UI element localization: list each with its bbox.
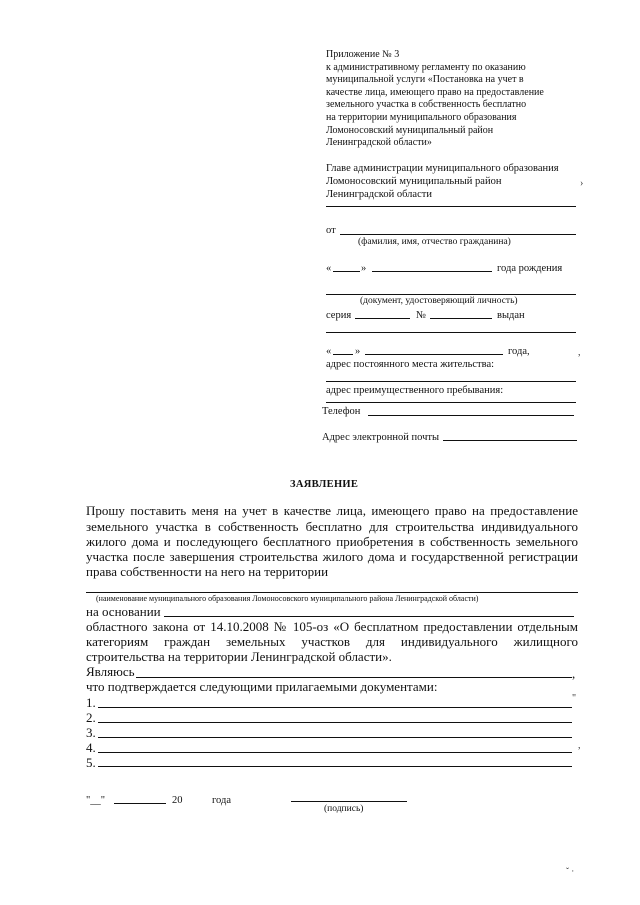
birth-day-field[interactable]	[333, 271, 360, 272]
doc-number: 5.	[86, 755, 96, 770]
basis-label: на основании	[86, 604, 161, 619]
para-line: Прошу поставить меня на учет в качестве лица, имеющего право на предоставление	[86, 503, 578, 518]
email-label: Адрес электронной почты	[322, 432, 440, 443]
doc-field-3[interactable]	[98, 737, 572, 738]
doc-number: 3.	[86, 725, 96, 740]
fio-caption: (фамилия, имя, отчество гражданина)	[358, 237, 511, 247]
issued-label: выдан	[497, 310, 525, 321]
issue-month-field[interactable]	[365, 354, 503, 355]
stay-field[interactable]	[326, 402, 576, 403]
doc-field-5[interactable]	[98, 766, 572, 767]
residence-label: адрес постоянного места жительства:	[326, 359, 495, 370]
addressee-line: Ленинградской области	[326, 189, 432, 200]
scan-mark: ,	[578, 740, 581, 751]
appendix-block	[326, 49, 544, 150]
confirmed-label: что подтверждается следующими прилагаемыми документами:	[86, 679, 438, 694]
fio-field[interactable]	[340, 234, 576, 235]
number-field[interactable]	[430, 318, 492, 319]
law-line: категориям граждан земельных участков для индивидуального жилищного	[86, 634, 578, 649]
birth-quote-close: »	[361, 263, 367, 274]
territory-field[interactable]	[86, 592, 578, 593]
document-caption: (документ, удостоверяющий личность)	[360, 296, 518, 306]
appendix-line: земельного участка в собственность бесплатно	[326, 99, 527, 111]
number-label: №	[416, 310, 427, 321]
appendix-line: Ленинградской области»	[326, 137, 432, 149]
sign-year-word: года	[212, 795, 231, 806]
addressee-line: Главе администрации муниципального образования	[326, 163, 559, 174]
appendix-line: к административному регламенту по оказанию	[326, 61, 526, 73]
signature-caption: (подпись)	[324, 804, 364, 814]
appendix-line: Ломоносовский муниципальный район	[326, 124, 494, 136]
from-label: от	[326, 225, 336, 236]
birth-quote-open: «	[326, 263, 332, 274]
scan-mark: ,	[578, 347, 581, 358]
appendix-line: качестве лица, имеющего право на предоставление	[326, 86, 544, 98]
territory-caption: (наименование муниципального образования Ломоносовского муниципального района Ленинградской области)	[96, 594, 479, 603]
sign-month-field[interactable]	[114, 803, 166, 804]
document-title: ЗАЯВЛЕНИЕ	[290, 479, 359, 490]
sign-day: "__"	[86, 795, 106, 806]
scan-mark: ›	[580, 178, 584, 189]
doc-field-1[interactable]	[98, 707, 572, 708]
being-field[interactable]	[136, 677, 572, 678]
issue-year-label: года,	[508, 346, 530, 357]
para-line: участка после завершения строительства жилого дома и государственной регистрации	[86, 549, 578, 564]
document-field[interactable]	[326, 294, 576, 295]
law-line: строительства на территории Ленинградской области».	[86, 649, 392, 664]
birth-year-label: года рождения	[497, 263, 563, 274]
issue-day-field[interactable]	[333, 354, 353, 355]
addressee-blank-line[interactable]	[326, 206, 576, 207]
email-field[interactable]	[443, 440, 577, 441]
para-line: права собственности на него на территории	[86, 564, 329, 579]
series-field[interactable]	[355, 318, 410, 319]
series-label: серия	[326, 310, 352, 321]
addressee-block	[326, 162, 559, 201]
appendix-line: Приложение № 3	[326, 49, 400, 60]
doc-number: 2.	[86, 710, 96, 725]
law-line: областного закона от 14.10.2008 № 105-оз «О бесплатном предоставлении отдельным	[86, 619, 578, 634]
signature-field[interactable]	[291, 801, 407, 802]
sign-century: 20	[172, 795, 183, 806]
addressee-line: Ломоносовский муниципальный район	[326, 176, 502, 187]
scan-mark: "	[572, 693, 577, 704]
being-label: Являюсь	[86, 664, 135, 679]
stay-label: адрес преимущественного пребывания:	[326, 385, 504, 396]
phone-field[interactable]	[368, 415, 574, 416]
issue-quote-close: »	[355, 346, 361, 357]
residence-field[interactable]	[326, 381, 576, 382]
doc-field-2[interactable]	[98, 722, 572, 723]
birth-month-field[interactable]	[372, 271, 492, 272]
basis-field[interactable]	[164, 616, 574, 617]
para-line: земельного участка в собственность бесплатно для строительства индивидуального	[86, 519, 578, 534]
scan-mark: ˇ ·	[566, 866, 575, 876]
doc-number: 4.	[86, 740, 96, 755]
appendix-line: муниципальной услуги «Постановка на учет в	[326, 74, 524, 86]
para-line: жилого дома и последующего бесплатного приобретения в собственность земельного	[86, 534, 578, 549]
issue-quote-open: «	[326, 346, 332, 357]
issued-field-1[interactable]	[326, 332, 576, 333]
being-comma: ,	[572, 666, 576, 681]
doc-number: 1.	[86, 695, 96, 710]
doc-field-4[interactable]	[98, 752, 572, 753]
appendix-line: на территории муниципального образования	[326, 111, 517, 123]
phone-label: Телефон	[322, 406, 361, 417]
